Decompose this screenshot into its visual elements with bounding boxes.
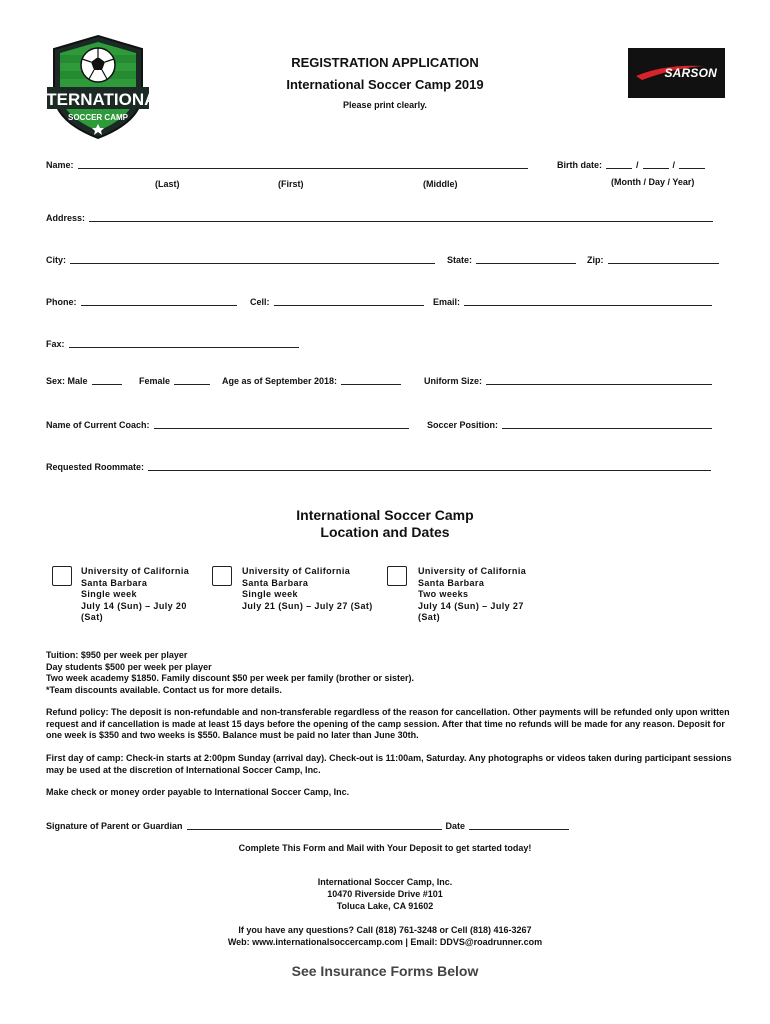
email-field[interactable] [433,297,716,307]
zip-field[interactable] [587,255,723,265]
city-field[interactable] [46,255,439,265]
camp-option-3 [418,566,548,624]
camp-option-3-line: July 14 (Sun) – July 27 [418,600,524,611]
camp-option-1-line: July 14 (Sun) – July 20 [81,600,187,611]
camp-option-2-line: University of California [242,566,351,576]
birth-separator-2: / [672,160,676,170]
roommate-label: Requested Roommate: [46,462,145,472]
first-day-info: First day of camp: Check-in starts at 2:00pm Sunday (arrival day). Check-out is 11:00am, Saturday. Any photographs or videos taken during participant sessions may be used at the discretion of International Soccer Camp, Inc. [46,753,732,775]
birth-month-line[interactable] [606,160,632,169]
uniform-line[interactable] [486,376,712,385]
sex-male-label: Sex: Male [46,376,88,386]
date-line[interactable] [469,821,569,830]
tuition-line: Day students $500 per week per player [46,661,212,672]
name-label: Name: [46,160,74,170]
birth-day-line[interactable] [643,160,669,169]
state-line[interactable] [476,255,576,264]
camp-option-1-line: University of California [81,566,190,576]
position-line[interactable] [502,420,712,429]
camp-option-1-line: Santa Barbara [81,577,148,588]
age-field[interactable] [222,376,405,386]
fax-field[interactable] [46,339,303,349]
position-label: Soccer Position: [427,420,499,430]
logo-sub: SOCCER CAMP [67,113,129,122]
age-label: Age as of September 2018: [222,376,338,386]
uniform-label: Uniform Size: [424,376,483,386]
camp-option-2-line: July 21 (Sun) – July 27 (Sat) [242,600,373,611]
camp-option-3-line: Two weeks [418,589,469,599]
coach-field[interactable] [46,420,413,430]
signature-field[interactable] [46,821,573,831]
address-line-1: International Soccer Camp, Inc. [317,877,453,887]
roommate-field[interactable] [46,462,715,472]
birth-hint: (Month / Day / Year) [611,177,695,187]
logo-word: INTERNATIONAL [29,90,167,109]
camp-section-title: International Soccer Camp [296,507,474,523]
mail-note: Complete This Form and Mail with Your Deposit to get started today! [238,843,532,853]
uniform-field[interactable] [424,376,716,386]
camp-option-2-line: Santa Barbara [242,577,309,588]
date-label: Date [445,821,466,831]
address-line-2: 10470 Riverside Drive #101 [327,889,443,899]
phone-label: Phone: [46,297,77,307]
camp-option-1 [81,566,211,624]
tuition-line: *Team discounts available. Contact us for more details. [46,684,282,695]
phone-line[interactable] [81,297,237,306]
address-line-3: Toluca Lake, CA 91602 [336,901,434,911]
fax-label: Fax: [46,339,65,349]
mailing-address [0,876,770,912]
coach-line[interactable] [154,420,409,429]
camp-option-2-line: Single week [242,589,298,599]
city-line[interactable] [70,255,435,264]
address-field[interactable] [46,213,717,223]
zip-label: Zip: [587,255,604,265]
sex-female-label: Female [139,376,171,386]
sponsor-name: SARSON [664,66,717,80]
contact-web: Web: www.internationalsoccercamp.com | Email: DDVS@roadrunner.com [227,937,543,947]
email-label: Email: [433,297,461,307]
signature-label: Signature of Parent or Guardian [46,821,183,831]
address-line[interactable] [89,213,713,222]
payable-note: Make check or money order payable to International Soccer Camp, Inc. [46,787,350,797]
camp-option-1-line: Single week [81,589,137,599]
name-line[interactable] [78,160,528,169]
tuition-line: Two week academy $1850. Family discount $50 per week per family (brother or sister). [46,673,414,683]
camp-option-1-line: (Sat) [81,612,103,622]
contact-phone: If you have any questions? Call (818) 761-3248 or Cell (818) 416-3267 [238,925,532,935]
camp-logo [29,33,167,141]
state-label: State: [447,255,473,265]
address-label: Address: [46,213,86,223]
birth-separator-1: / [636,160,639,170]
cell-line[interactable] [274,297,424,306]
zip-line[interactable] [608,255,719,264]
state-field[interactable] [447,255,580,265]
sex-female-line[interactable] [174,376,210,385]
name-last-hint: (Last) [155,179,180,189]
tuition-line: Tuition: $950 per week per player [46,650,188,660]
camp-option-1-checkbox[interactable] [52,566,72,586]
city-label: City: [46,255,66,265]
camp-option-3-checkbox[interactable] [387,566,407,586]
form-subtitle: International Soccer Camp 2019 [286,77,484,92]
camp-option-2 [242,566,392,612]
sex-female-field[interactable] [139,376,214,386]
roommate-line[interactable] [148,462,711,471]
cell-field[interactable] [250,297,428,307]
email-line[interactable] [464,297,712,306]
camp-option-3-line: Santa Barbara [418,577,485,588]
birth-label: Birth date: [557,160,602,170]
insurance-note: See Insurance Forms Below [291,963,479,979]
birth-date-field[interactable] [557,160,709,170]
fax-line[interactable] [69,339,299,348]
print-instruction: Please print clearly. [343,100,427,110]
name-middle-hint: (Middle) [423,179,458,189]
cell-label: Cell: [250,297,270,307]
camp-option-3-line: University of California [418,566,527,576]
tuition-block [46,650,736,696]
sponsor-logo [628,48,725,98]
name-first-hint: (First) [278,179,304,189]
birth-year-line[interactable] [679,160,705,169]
coach-label: Name of Current Coach: [46,420,150,430]
signature-line[interactable] [187,821,442,830]
form-title: REGISTRATION APPLICATION [291,55,479,70]
position-field[interactable] [427,420,716,430]
name-field[interactable] [46,160,532,170]
sex-male-line[interactable] [92,376,122,385]
camp-option-3-line: (Sat) [418,612,440,622]
phone-field[interactable] [46,297,241,307]
sex-male-field[interactable] [46,376,126,386]
refund-policy: Refund policy: The deposit is non-refundable and non-transferable regardless of the reason for cancellation. Other payments will be refunded only upon written request and if cancellation is made at least 15 days before the opening of the camp session. After that time no refunds will be made for any reason. Deposit for one week is $350 and two weeks is $550. Balance must be paid no later than June 30th. [46,707,730,740]
camp-option-2-checkbox[interactable] [212,566,232,586]
age-line[interactable] [341,376,401,385]
camp-section-subtitle: Location and Dates [320,524,450,540]
